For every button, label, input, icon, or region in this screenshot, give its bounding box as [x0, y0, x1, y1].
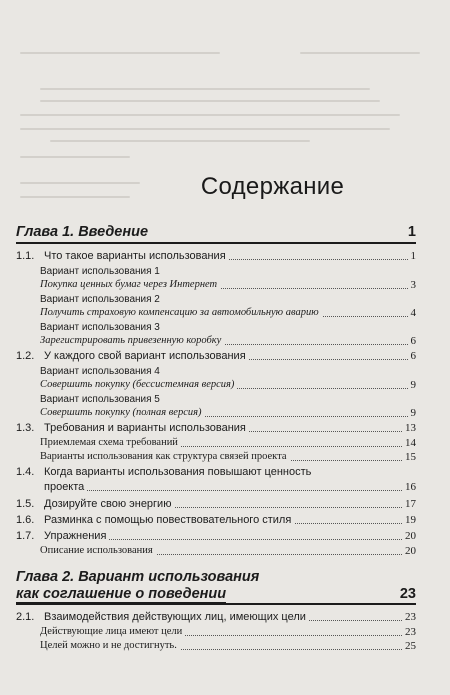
entry-page: 19: [402, 514, 416, 526]
entry-text: Вариант использования 2: [40, 294, 163, 305]
entry-text: Варианты использования как структура связей проекта: [40, 451, 290, 462]
use-case-label: [16, 294, 416, 308]
entry-number: 1.4.: [16, 466, 35, 478]
entry-text: Когда варианты использования повышают ценность: [44, 466, 314, 478]
toc-entry[interactable]: [16, 451, 416, 465]
entry-number: 1.5.: [16, 498, 35, 510]
entry-page: 16: [402, 481, 416, 493]
entry-text: Зарегистрировать привезенную коробку: [40, 335, 224, 346]
chapter-2-heading: [16, 569, 416, 603]
page-title: Содержание: [200, 173, 345, 200]
chapter-rule: [16, 242, 416, 244]
toc-entry[interactable]: [16, 545, 416, 559]
entry-page: 25: [402, 640, 416, 652]
toc-entry[interactable]: [16, 407, 416, 421]
entry-text: Покупка ценных бумаг через Интернет: [40, 279, 220, 290]
chapter-title: Глава 1. Введение: [16, 224, 149, 240]
toc-entry[interactable]: [16, 481, 416, 495]
entry-page: 23: [402, 626, 416, 638]
chapter-page: 1: [407, 224, 416, 240]
entry-text: Упражнения: [44, 530, 109, 542]
toc-entry[interactable]: [16, 514, 416, 528]
use-case-label: [16, 322, 416, 336]
entry-text: Описание использования: [40, 545, 156, 556]
entry-number: 1.7.: [16, 530, 35, 542]
entry-text: Вариант использования 4: [40, 366, 163, 377]
chapter-title-line1: Глава 2. Вариант использования: [16, 569, 260, 585]
toc-entry[interactable]: [16, 279, 416, 293]
chapter-title-line2: как соглашение о поведении: [16, 586, 227, 602]
entry-page: 17: [402, 498, 416, 510]
entry-text: Целей можно и не достигнуть.: [40, 640, 180, 651]
toc-entry[interactable]: [16, 437, 416, 451]
entry-page: 3: [408, 279, 417, 291]
entry-text: Вариант использования 5: [40, 394, 163, 405]
entry-page: 6: [408, 335, 417, 347]
entry-page: 15: [402, 451, 416, 463]
entry-text: Требования и варианты использования: [44, 422, 249, 434]
chapter-page: 23: [399, 586, 416, 602]
entry-number: 1.6.: [16, 514, 35, 526]
entry-text: Вариант использования 3: [40, 322, 163, 333]
chapter-rule: [16, 603, 416, 605]
entry-page: 1: [408, 250, 417, 262]
toc-entry[interactable]: [16, 530, 416, 544]
entry-text: Получить страховую компенсацию за автомобильную аварию: [40, 307, 322, 318]
entry-page: 20: [402, 545, 416, 557]
toc-entry[interactable]: [16, 422, 416, 436]
toc-entry[interactable]: [16, 335, 416, 349]
entry-text: Приемлемая схема требований: [40, 437, 181, 448]
entry-text: Дозируйте свою энергию: [44, 498, 174, 510]
entry-page: 9: [408, 407, 417, 419]
entry-page: 9: [408, 379, 417, 391]
toc-entry[interactable]: [16, 626, 416, 640]
entry-text: Вариант использования 1: [40, 266, 163, 277]
entry-page: 4: [408, 307, 417, 319]
toc-entry[interactable]: [16, 307, 416, 321]
toc-entry[interactable]: [16, 640, 416, 654]
entry-text: Совершить покупку (полная версия): [40, 407, 205, 418]
toc-entry[interactable]: [16, 379, 416, 393]
entry-page: 14: [402, 437, 416, 449]
toc-entry[interactable]: [16, 466, 416, 480]
entry-text: проекта: [44, 481, 87, 493]
entry-page: 6: [408, 350, 417, 362]
entry-number: 2.1.: [16, 611, 35, 623]
entry-number: 1.3.: [16, 422, 35, 434]
entry-text: Действующие лица имеют цели: [40, 626, 185, 637]
entry-number: 1.1.: [16, 250, 35, 262]
entry-text: Взаимодействия действующих лиц, имеющих цели: [44, 611, 309, 623]
entry-page: 20: [402, 530, 416, 542]
use-case-label: [16, 366, 416, 380]
chapter-1-heading: [16, 224, 416, 241]
toc-entry[interactable]: [16, 350, 416, 364]
toc-entry[interactable]: [16, 611, 416, 625]
entry-text: Разминка с помощью повествовательного стиля: [44, 514, 294, 526]
entry-text: Совершить покупку (бессистемная версия): [40, 379, 237, 390]
entry-number: 1.2.: [16, 350, 35, 362]
entry-page: 13: [402, 422, 416, 434]
use-case-label: [16, 394, 416, 408]
toc-entry[interactable]: [16, 498, 416, 512]
entry-page: 23: [402, 611, 416, 623]
use-case-label: [16, 266, 416, 280]
toc-entry[interactable]: [16, 250, 416, 264]
entry-text: У каждого свой вариант использования: [44, 350, 249, 362]
entry-text: Что такое варианты использования: [44, 250, 229, 262]
